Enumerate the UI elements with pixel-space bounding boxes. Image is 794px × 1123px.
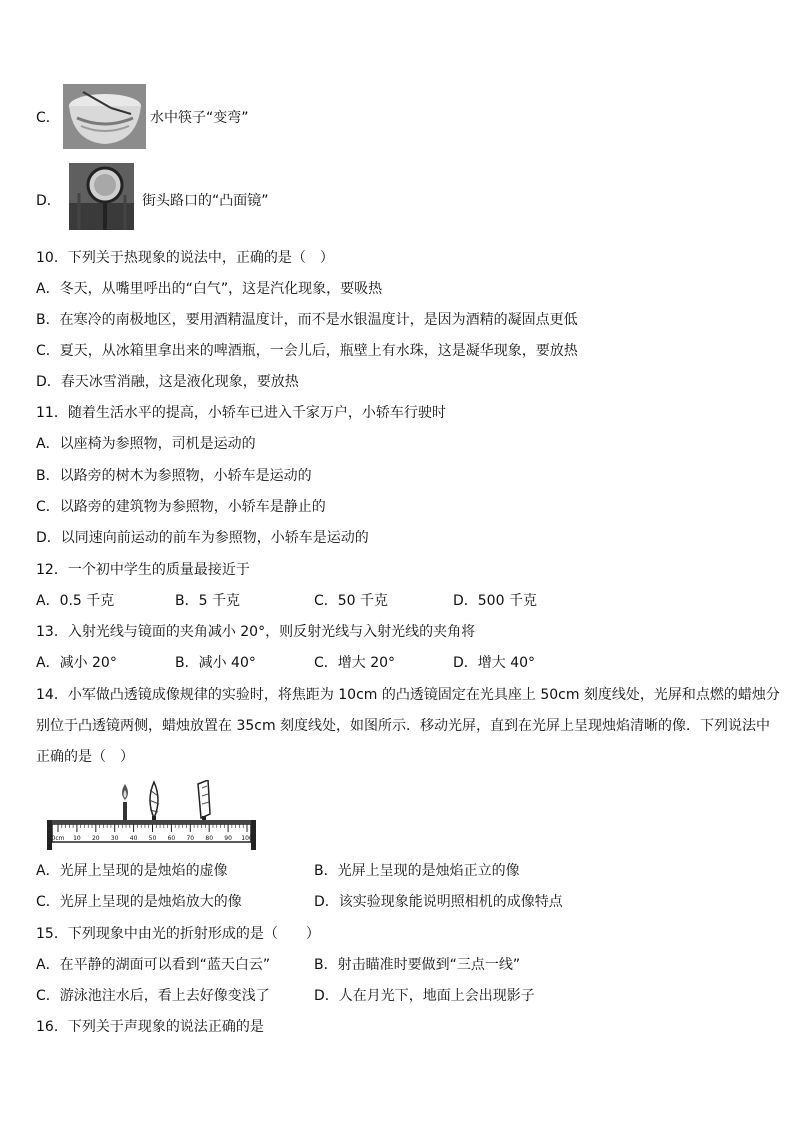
q14-option-d: D．该实验现象能说明照相机的成像特点 [314,894,563,910]
q11-option-b: B．以路旁的树木为参照物，小轿车是运动的 [36,468,312,484]
ruler-tick-label: 60 [167,835,176,842]
q14-stem-line2: 别位于凸透镜两侧，蜡烛放置在 35cm 刻度线处，如图所示．移动光屏，直到在光屏上呈现烛焰清晰的像．下列说法中 [36,718,771,734]
q11-option-a: A．以座椅为参照物，司机是运动的 [36,436,256,452]
q10-option-a: A．冬天，从嘴里呼出的“白气”，这是汽化现象，要吸热 [36,281,383,297]
q10-option-d: D．春天冰雪消融，这是液化现象，要放热 [36,374,299,390]
ruler-tick-label: 40 [129,835,138,842]
q11-option-d: D．以同速向前运动的前车为参照物，小轿车是运动的 [36,530,369,546]
ruler-tick-label: 70 [186,835,195,842]
q12-stem: 12．一个初中学生的质量最接近于 [36,562,250,578]
ruler-tick-label: 90 [224,835,232,842]
q13-option-c: C．增大 20° [314,655,396,671]
q12-option-b: B．5 千克 [175,593,240,609]
q14-option-b: B．光屏上呈现的是烛焰正立的像 [314,863,520,879]
q10-option-c: C．夏天，从冰箱里拿出来的啤酒瓶，一会儿后，瓶壁上有水珠，这是凝华现象，要放热 [36,343,578,359]
ruler-tick-label: 30 [110,835,119,842]
q9-option-d-text: 街头路口的“凸面镜” [142,193,269,209]
q11-option-c: C．以路旁的建筑物为参照物，小轿车是静止的 [36,499,326,515]
q15-option-b: B．射击瞄准时要做到“三点一线” [314,957,521,973]
q12-option-d: D．500 千克 [453,593,537,609]
convex-lens-icon [149,782,159,820]
q9-option-d-label: D． [36,193,61,209]
q13-option-a: A．减小 20° [36,655,117,671]
optical-bench-diagram [44,780,260,852]
q10-option-b: B．在寒冷的南极地区，要用酒精温度计，而不是水银温度计，是因为酒精的凝固点更低 [36,312,578,328]
q12-option-a: A．0.5 千克 [36,593,115,609]
candle-icon [122,784,128,820]
q14-stem-line1: 14．小军做凸透镜成像规律的实验时，将焦距为 10cm 的凸透镜固定在光具座上 50cm 刻度线处，光屏和点燃的蜡烛分 [36,687,780,703]
ruler-tick-label: 10 [73,835,81,842]
q9-option-c-text: 水中筷子“变弯” [150,110,249,126]
q14-stem-line3: 正确的是（ ） [36,749,134,765]
bench-rail [52,820,251,824]
ruler-tick-label: 100 [241,835,253,842]
q14-option-a: A．光屏上呈现的是烛焰的虚像 [36,863,228,879]
q10-stem: 10．下列关于热现象的说法中，正确的是（ ） [36,250,334,266]
q9-option-c-label: C． [36,110,60,126]
q15-option-c: C．游泳池注水后，看上去好像变浅了 [36,988,270,1004]
q13-option-b: B．减小 40° [175,655,256,671]
q11-stem: 11．随着生活水平的提高，小轿车已进入千家万户，小轿车行驶时 [36,405,446,421]
ruler-tick-label: 50 [148,835,157,842]
q15-stem: 15．下列现象中由光的折射形成的是（ ） [36,926,320,942]
ruler-tick-label: 20 [91,835,100,842]
convex-mirror-photo [69,163,134,230]
q14-option-c: C．光屏上呈现的是烛焰放大的像 [36,894,242,910]
q12-option-c: C．50 千克 [314,593,389,609]
q15-option-d: D．人在月光下，地面上会出现影子 [314,988,535,1004]
ruler-tick-label: 80 [205,835,214,842]
q13-option-d: D．增大 40° [453,655,536,671]
light-screen-icon [198,780,210,820]
q13-stem: 13．入射光线与镜面的夹角减小 20°，则反射光线与入射光线的夹角将 [36,624,476,640]
q16-stem: 16．下列关于声现象的说法正确的是 [36,1019,264,1035]
ruler-tick-label: 0cm [51,835,65,842]
bowl-chopstick-photo [63,84,146,149]
q15-option-a: A．在平静的湖面可以看到“蓝天白云” [36,957,271,973]
